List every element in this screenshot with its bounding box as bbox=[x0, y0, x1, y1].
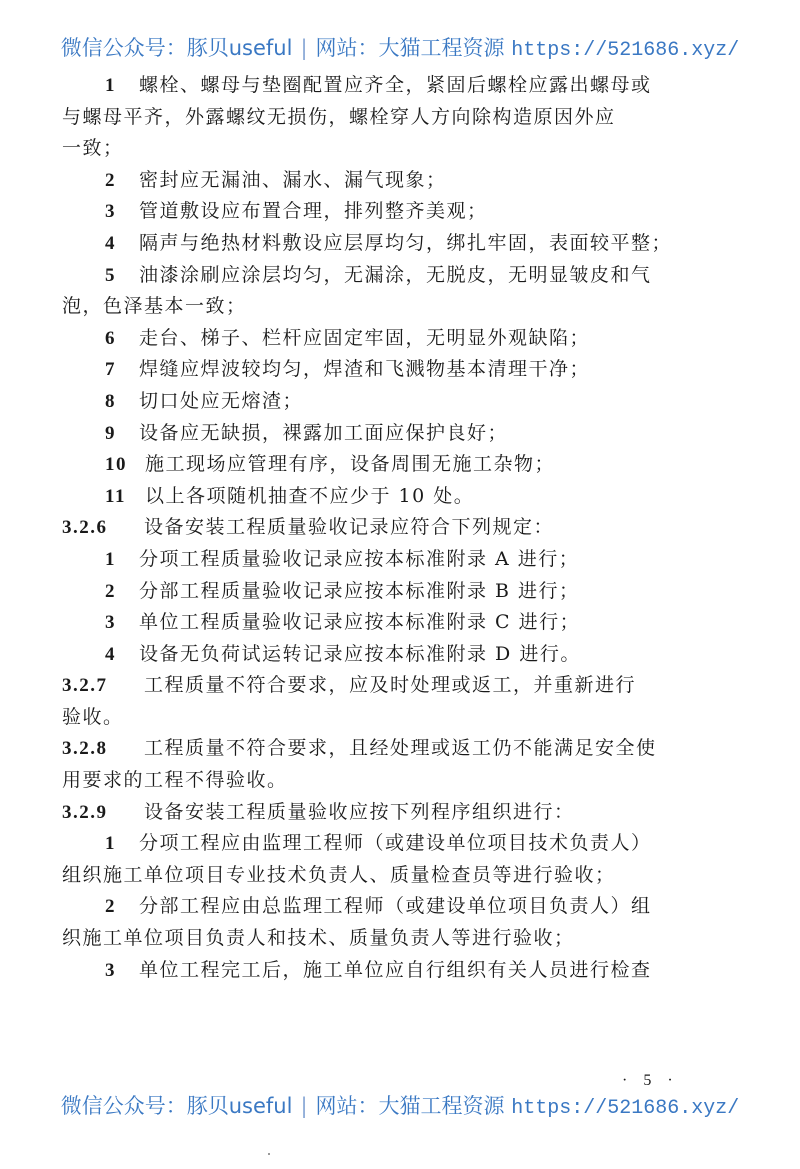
item-number: 10 bbox=[105, 454, 127, 476]
continuation-line bbox=[62, 133, 712, 165]
list-item-line bbox=[62, 323, 712, 355]
list-item-line bbox=[62, 70, 712, 102]
item-number: 9 bbox=[105, 422, 116, 444]
clause-line bbox=[62, 797, 712, 829]
continuation-line bbox=[62, 102, 712, 134]
item-number: 1 bbox=[105, 75, 116, 96]
scan-speck bbox=[268, 1153, 270, 1155]
line-text: 织施工单位项目负责人和技术、质量负责人等进行验收； bbox=[62, 927, 575, 950]
line-text: 验收。 bbox=[62, 705, 124, 728]
watermark-site: 网站：大猫工程资源 bbox=[315, 36, 505, 60]
line-text: 隔声与绝热材料敷设应层厚均匀，绑扎牢固，表面较平整； bbox=[139, 231, 673, 254]
list-item-line bbox=[62, 196, 712, 228]
line-text: 设备应无缺损，裸露加工面应保护良好； bbox=[139, 421, 509, 444]
list-item-line bbox=[62, 607, 712, 639]
list-item-line bbox=[62, 418, 712, 450]
list-item-line bbox=[62, 891, 712, 923]
line-text: 管道敷设应布置合理，排列整齐美观； bbox=[139, 200, 488, 223]
list-item-line bbox=[62, 354, 712, 386]
line-text: 组织施工单位项目专业技术负责人、质量检查员等进行验收； bbox=[62, 863, 616, 886]
item-number: 2 bbox=[105, 580, 116, 602]
clause-number: 3.2.8 bbox=[62, 738, 108, 760]
clause-line bbox=[62, 512, 712, 544]
line-text: 一致； bbox=[62, 137, 124, 160]
line-text: 工程质量不符合要求，应及时处理或返工，并重新进行 bbox=[144, 674, 637, 697]
list-item-line bbox=[62, 828, 712, 860]
line-text: 设备安装工程质量验收应按下列程序组织进行： bbox=[144, 800, 575, 823]
continuation-line bbox=[62, 923, 712, 955]
list-item-line bbox=[62, 639, 712, 671]
line-text: 用要求的工程不得验收。 bbox=[62, 769, 288, 792]
list-item-line bbox=[62, 576, 712, 608]
line-text: 单位工程完工后，施工单位应自行组织有关人员进行检查 bbox=[139, 958, 652, 981]
list-item-line bbox=[62, 260, 712, 292]
clause-number: 3.2.7 bbox=[62, 675, 108, 697]
line-text: 与螺母平齐，外露螺纹无损伤，螺栓穿人方向除构造原因外应 bbox=[62, 105, 616, 128]
item-number: 2 bbox=[105, 169, 116, 191]
clause-line bbox=[62, 670, 712, 702]
clause-line bbox=[62, 733, 712, 765]
continuation-line bbox=[62, 860, 712, 892]
item-number: 3 bbox=[105, 612, 116, 634]
list-item-line bbox=[62, 544, 712, 576]
watermark-bottom bbox=[0, 1090, 800, 1120]
line-text: 密封应无漏油、漏水、漏气现象； bbox=[139, 168, 447, 191]
continuation-line bbox=[62, 765, 712, 797]
watermark-url[interactable]: https://521686.xyz/ bbox=[511, 39, 740, 62]
line-text: 泡，色泽基本一致； bbox=[62, 295, 247, 318]
clause-number: 3.2.9 bbox=[62, 801, 108, 823]
watermark-prefix: 微信公众号：豚贝useful bbox=[60, 36, 293, 60]
item-number: 1 bbox=[105, 833, 116, 855]
watermark-site: 网站：大猫工程资源 bbox=[315, 1094, 505, 1118]
item-number: 7 bbox=[105, 359, 116, 381]
watermark-separator: | bbox=[300, 36, 308, 60]
item-number: 11 bbox=[105, 485, 126, 507]
continuation-line bbox=[62, 291, 712, 323]
item-number: 4 bbox=[105, 232, 116, 254]
item-number: 8 bbox=[105, 390, 116, 412]
document-page bbox=[62, 70, 712, 986]
line-text: 设备无负荷试运转记录应按本标准附录 D 进行。 bbox=[139, 642, 581, 665]
page-number: · 5 · bbox=[622, 1072, 679, 1089]
list-item-line bbox=[62, 228, 712, 260]
line-text: 焊缝应焊波较均匀，焊渣和飞溅物基本清理干净； bbox=[139, 358, 591, 381]
item-number: 6 bbox=[105, 327, 116, 349]
line-text: 油漆涂刷应涂层均匀，无漏涂，无脱皮，无明显皱皮和气 bbox=[139, 263, 652, 286]
item-number: 3 bbox=[105, 201, 116, 223]
line-text: 分部工程应由总监理工程师（或建设单位项目负责人）组 bbox=[139, 895, 652, 918]
line-text: 施工现场应管理有序，设备周围无施工杂物； bbox=[145, 453, 556, 476]
item-number: 5 bbox=[105, 264, 116, 286]
list-item-line bbox=[62, 165, 712, 197]
watermark-prefix: 微信公众号：豚贝useful bbox=[60, 1094, 293, 1118]
line-text: 设备安装工程质量验收记录应符合下列规定： bbox=[144, 516, 555, 539]
line-text: 以上各项随机抽查不应少于 10 处。 bbox=[145, 484, 475, 507]
line-text: 分部工程质量验收记录应按本标准附录 B 进行； bbox=[139, 579, 580, 602]
line-text: 分项工程应由监理工程师（或建设单位项目技术负责人） bbox=[139, 832, 652, 855]
line-text: 工程质量不符合要求，且经处理或返工仍不能满足安全使 bbox=[144, 737, 657, 760]
clause-number: 3.2.6 bbox=[62, 517, 108, 539]
line-text: 螺栓、螺母与垫圈配置应齐全，紧固后螺栓应露出螺母或 bbox=[139, 74, 652, 96]
watermark-url[interactable]: https://521686.xyz/ bbox=[511, 1097, 740, 1120]
line-text: 切口处应无熔渣； bbox=[139, 389, 304, 412]
watermark-separator: | bbox=[300, 1094, 308, 1118]
item-number: 4 bbox=[105, 643, 116, 665]
watermark-top bbox=[0, 32, 800, 62]
continuation-line bbox=[62, 702, 712, 734]
list-item-line bbox=[62, 386, 712, 418]
item-number: 1 bbox=[105, 548, 116, 570]
list-item-line bbox=[62, 481, 712, 513]
item-number: 2 bbox=[105, 896, 116, 918]
list-item-line bbox=[62, 449, 712, 481]
line-text: 走台、梯子、栏杆应固定牢固，无明显外观缺陷； bbox=[139, 326, 591, 349]
line-text: 单位工程质量验收记录应按本标准附录 C 进行； bbox=[139, 611, 581, 634]
line-text: 分项工程质量验收记录应按本标准附录 A 进行； bbox=[139, 547, 580, 570]
list-item-line bbox=[62, 955, 712, 987]
item-number: 3 bbox=[105, 959, 116, 981]
